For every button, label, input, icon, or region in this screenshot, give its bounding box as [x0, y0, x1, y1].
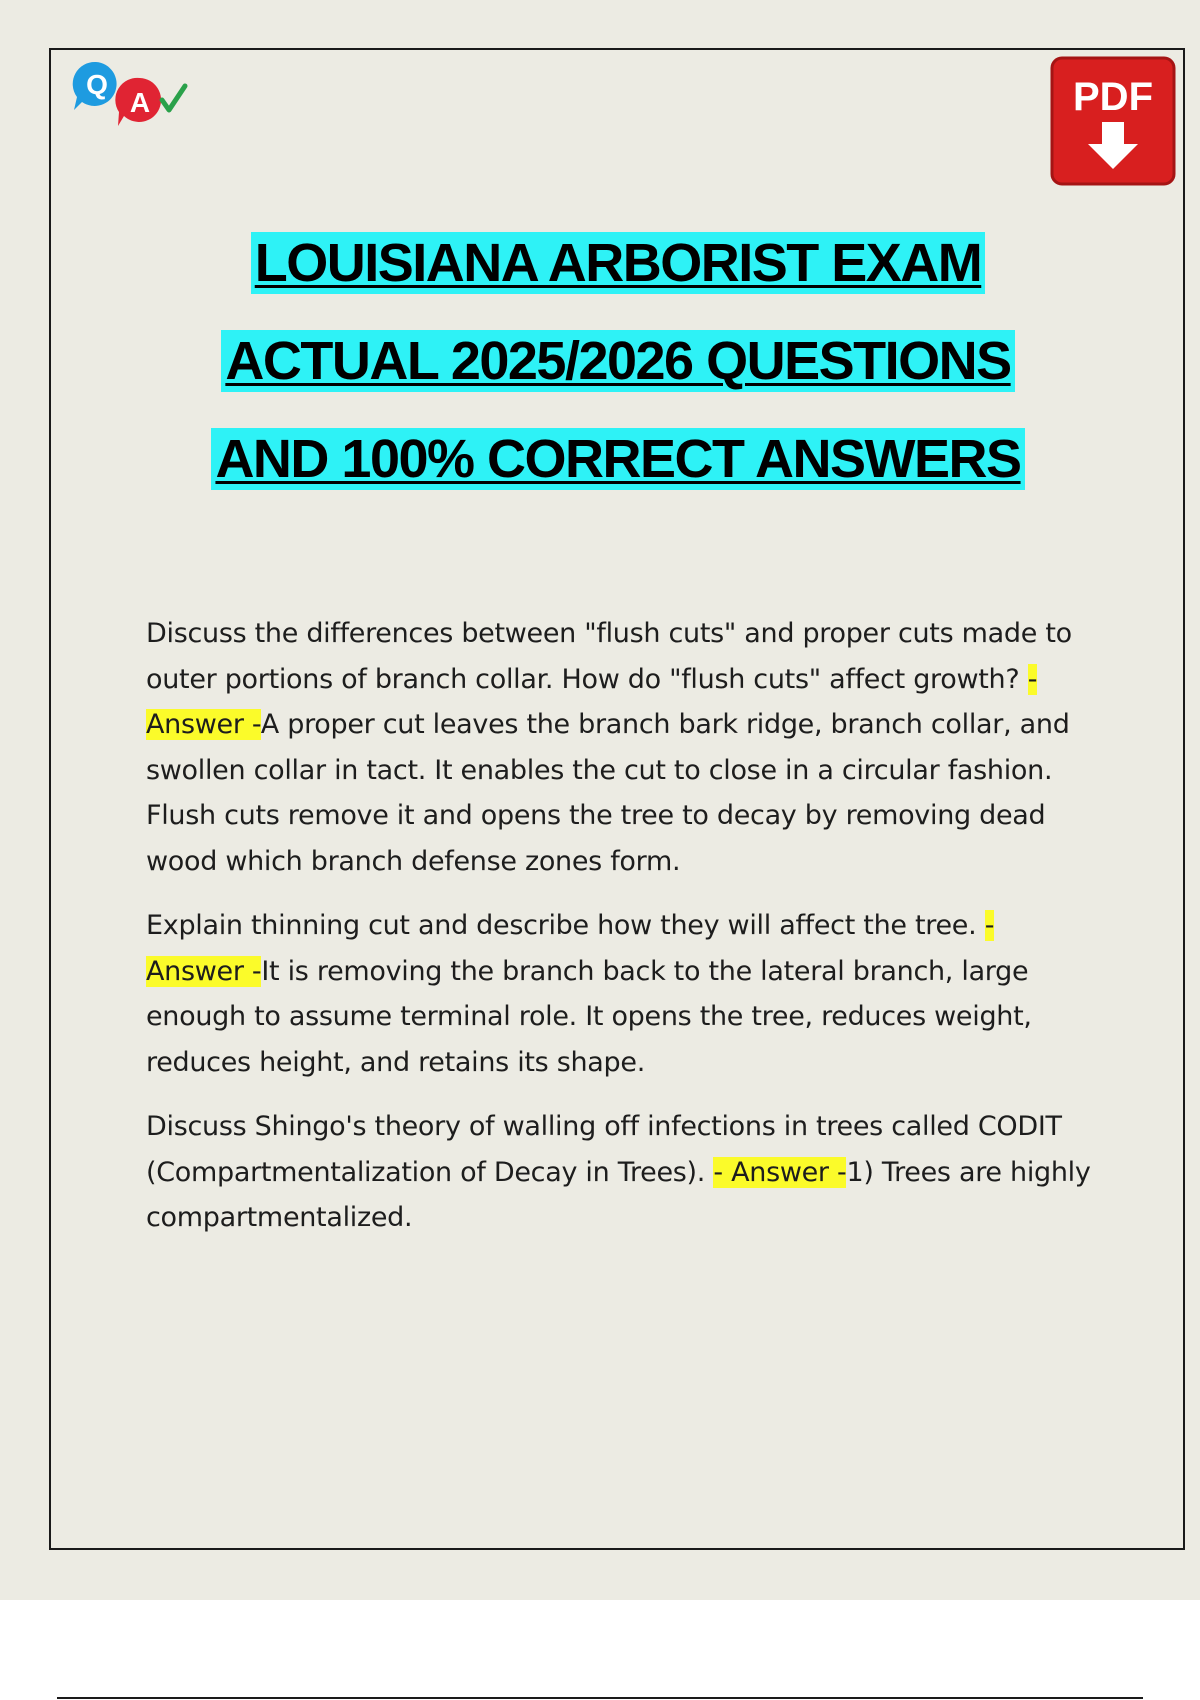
question-text: Discuss Shingo's theory of walling off infections in trees called CODIT (Compartmentalization of Decay in Trees).: [146, 1111, 1062, 1188]
qa-logo-icon: [70, 58, 190, 130]
answer-marker: - Answer -: [146, 663, 1038, 740]
answer-text: It is removing the branch back to the lateral branch, large enough to assume terminal role. It opens the tree, reduces weight, reduces height, and retains its shape.: [146, 955, 1032, 1078]
qa-item: [146, 903, 1096, 1085]
title-line-1: LOUISIANA ARBORIST EXAM: [251, 232, 986, 294]
question-text: Discuss the differences between "flush cuts" and proper cuts made to outer portions of branch collar. How do "flush cuts" affect growth?: [146, 618, 1072, 695]
document-title: [100, 232, 1136, 526]
title-line-3: AND 100% CORRECT ANSWERS: [211, 428, 1024, 490]
qa-content: [146, 611, 1096, 1260]
pdf-download-icon[interactable]: [1050, 56, 1176, 186]
answer-marker: - Answer -: [713, 1156, 847, 1188]
answer-text: 1) Trees are highly compartmentalized.: [146, 1156, 1091, 1233]
answer-text: A proper cut leaves the branch bark ridge, branch collar, and swollen collar in tact. It enables the cut to close in a circular fashion. Flush cuts remove it and opens the tree to decay by removing dead wood which branch defense zones form.: [146, 709, 1070, 877]
question-text: Explain thinning cut and describe how they will affect the tree.: [146, 910, 977, 941]
qa-item: [146, 611, 1096, 884]
title-line-2: ACTUAL 2025/2026 QUESTIONS: [221, 330, 1014, 392]
answer-marker: - Answer -: [146, 910, 995, 987]
pdf-icon-label: PDF: [1073, 75, 1153, 119]
svg-text:A: A: [129, 87, 151, 118]
qa-item: [146, 1104, 1096, 1241]
svg-text:Q: Q: [86, 69, 108, 100]
footer-rule: [57, 1697, 1143, 1699]
